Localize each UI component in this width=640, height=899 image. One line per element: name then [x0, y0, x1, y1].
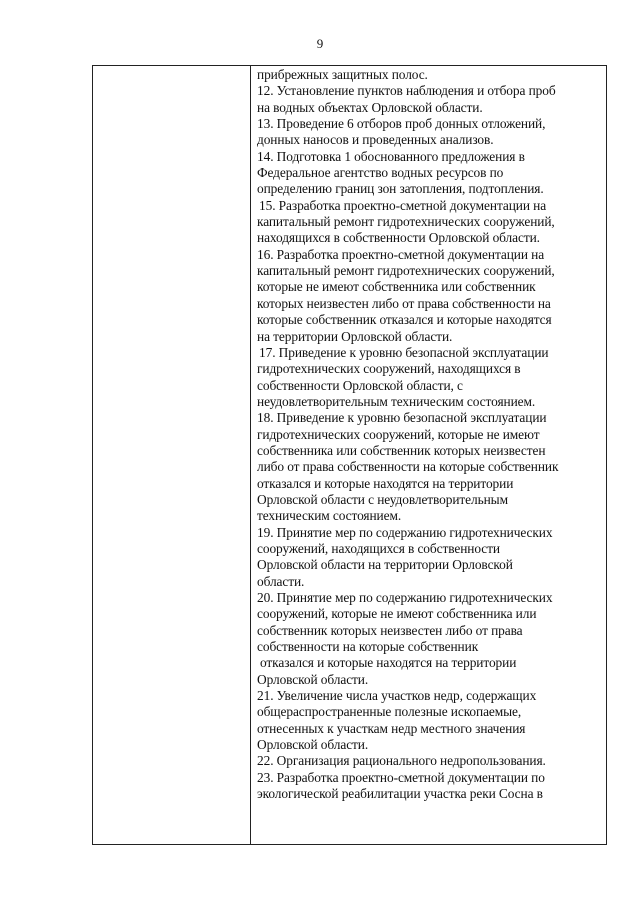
text-line: которые собственник отказался и которые находятся [257, 312, 552, 328]
column-divider [250, 66, 251, 844]
text-line: отказался и которые находятся на территории [257, 475, 514, 491]
text-line: 22. Организация рационального недропользования. [257, 753, 546, 769]
text-line: Орловской области на территории Орловской [257, 557, 513, 573]
text-line: гидротехнических сооружений, которые не имеют [257, 426, 540, 442]
table [92, 65, 607, 845]
text-line: собственности на которые собственник [257, 639, 479, 655]
text-line: области. [257, 573, 305, 589]
text-line: 23. Разработка проектно-сметной документации по [257, 769, 545, 785]
text-line: собственника или собственник которых неизвестен [257, 442, 546, 458]
text-line: 20. Принятие мер по содержанию гидротехнических [257, 590, 553, 605]
text-line: собственности Орловской области, с [257, 377, 463, 393]
text-line: неудовлетворительным техническим состоянием. [257, 393, 536, 409]
text-line: техническим состоянием. [257, 508, 402, 524]
text-line: собственник которых неизвестен либо от права [257, 622, 523, 638]
text-line: 21. Увеличение числа участков недр, содержащих [257, 688, 537, 704]
text-line: сооружений, находящихся в собственности [257, 540, 500, 556]
text-line: на территории Орловской области. [257, 328, 453, 344]
table-cell-text [257, 67, 607, 802]
text-line: 17. Приведение к уровню безопасной эксплуатации [259, 344, 549, 360]
text-line: либо от права собственности на которые собственник [257, 459, 559, 475]
text-line: донных наносов и проведенных анализов. [257, 132, 494, 148]
text-line: сооружений, которые не имеют собственника или [257, 606, 537, 622]
text-line: капитальный ремонт гидротехнических сооружений, [257, 263, 555, 279]
text-line: Федеральное агентство водных ресурсов по [257, 165, 504, 181]
text-line: капитальный ремонт гидротехнических сооружений, [257, 214, 555, 230]
text-line: 16. Разработка проектно-сметной документации на [257, 246, 545, 262]
text-line: которых неизвестен либо от права собственности на [257, 295, 551, 311]
text-line: 15. Разработка проектно-сметной документации на [259, 197, 547, 213]
text-line: Орловской области. [257, 737, 369, 753]
text-line: 14. Подготовка 1 обоснованного предложения в [257, 148, 525, 164]
text-line: экологической реабилитации участка реки Сосна в [257, 786, 543, 802]
text-line: 13. Проведение 6 отборов проб донных отложений, [257, 116, 546, 132]
text-line: Орловской области. [257, 671, 369, 687]
text-line: 12. Установление пунктов наблюдения и отбора проб [257, 83, 556, 99]
text-line: гидротехнических сооружений, находящихся в [257, 361, 521, 377]
text-line: 19. Принятие мер по содержанию гидротехнических [257, 524, 553, 540]
text-line: 18. Приведение к уровню безопасной эксплуатации [257, 410, 547, 426]
text-line: Орловской области с неудовлетворительным [257, 491, 508, 507]
text-line: прибрежных защитных полос. [257, 67, 428, 82]
text-line: на водных объектах Орловской области. [257, 99, 483, 115]
text-line: отнесенных к участкам недр местного значения [257, 720, 526, 736]
text-line: общераспространенные полезные ископаемые, [257, 704, 522, 720]
text-line: определению границ зон затопления, подтопления. [257, 181, 544, 197]
page-number: 9 [316, 36, 324, 51]
text-line: находящихся в собственности Орловской области. [257, 230, 540, 246]
text-line: которые не имеют собственника или собственник [257, 279, 536, 295]
text-line: отказался и которые находятся на территории [260, 655, 517, 671]
